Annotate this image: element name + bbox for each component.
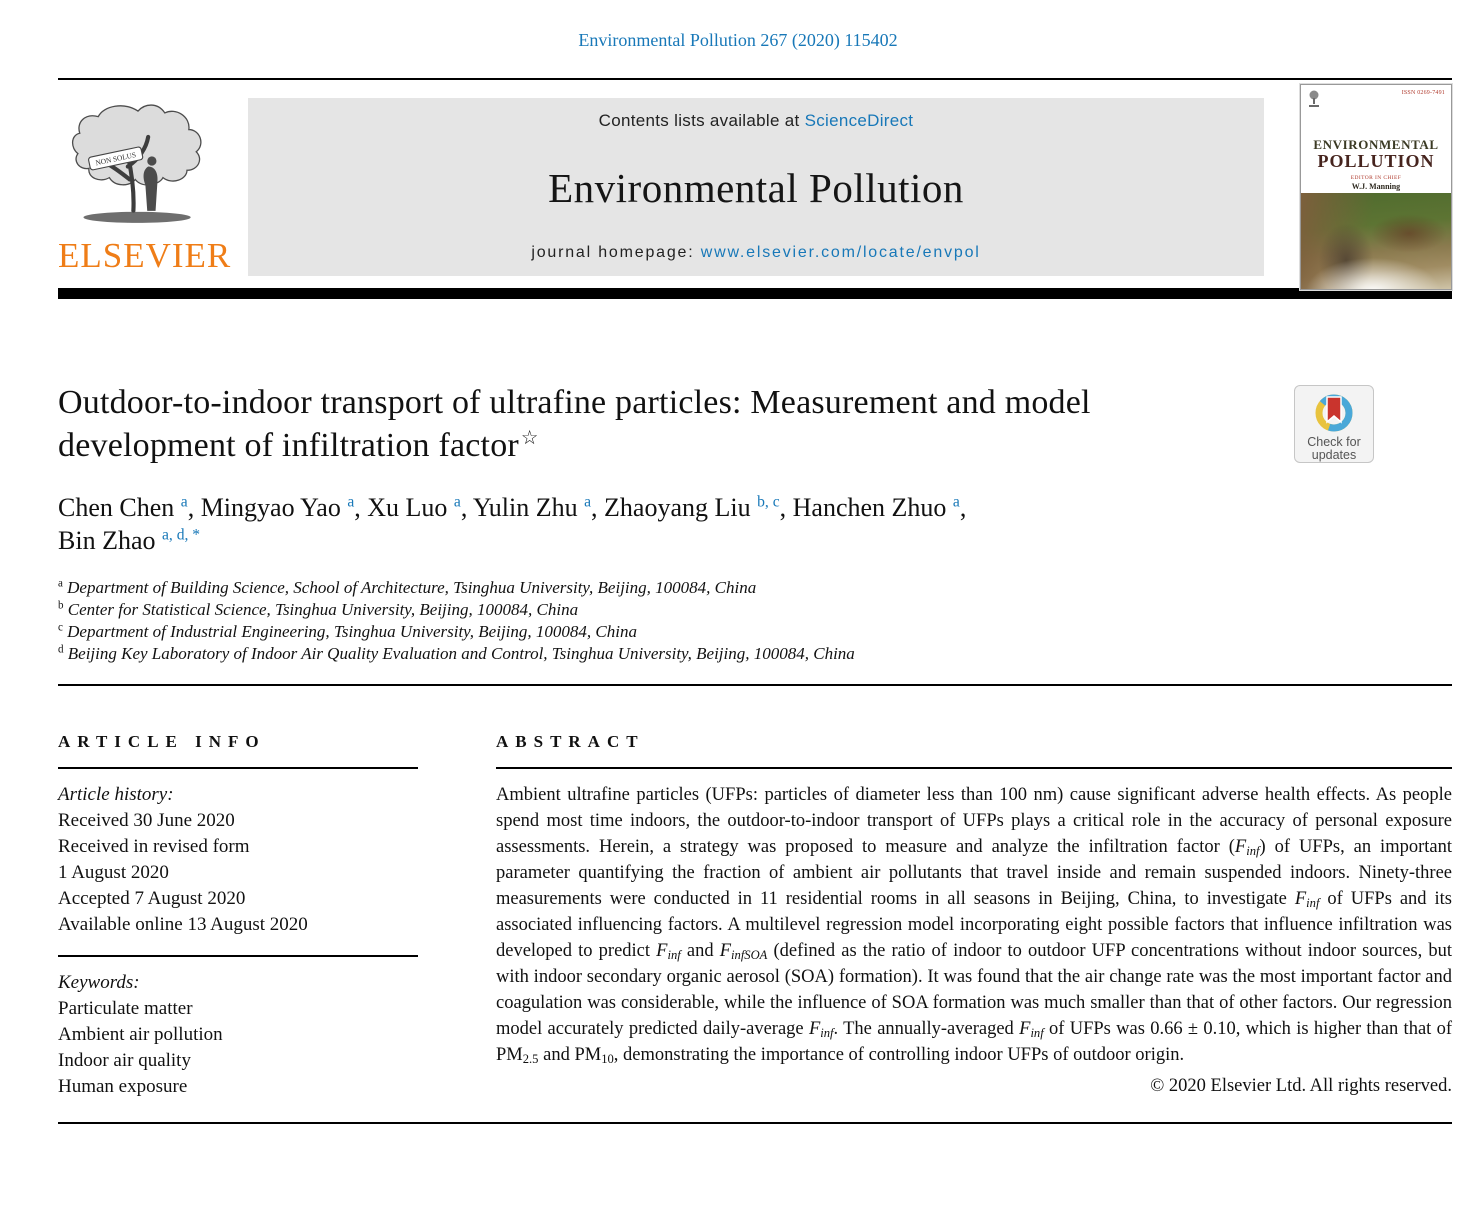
elsevier-tree-icon <box>58 100 218 234</box>
top-rule <box>58 78 1452 80</box>
text-line: 1 August 2020 <box>58 862 169 883</box>
affiliation: $^d$ Beijing Key Laboratory of Indoor Air Quality Evaluation and Control, Tsinghua University, Beijing, 100084, China <box>58 643 855 663</box>
article-info-heading: ARTICLE INFO <box>58 732 266 751</box>
cover-editor-label: EDITOR IN CHIEF <box>1350 175 1402 181</box>
elsevier-logo <box>58 98 248 276</box>
mid-rule <box>58 684 1452 686</box>
elsevier-mini-logo-icon <box>1307 90 1321 108</box>
text-line: Human exposure <box>58 1076 188 1097</box>
journal-citation-link[interactable]: Environmental Pollution 267 (2020) 115402 <box>578 30 898 50</box>
check-for-updates-badge[interactable] <box>1294 385 1374 463</box>
elsevier-motto: NON SOLUS <box>94 150 137 168</box>
cover-editor-name: W.J. Manning <box>1351 182 1401 191</box>
text-line: Received in revised form <box>58 836 250 857</box>
article-history-list <box>58 808 418 938</box>
abstract-rule <box>496 767 1452 769</box>
affiliation: $^a$ Department of Building Science, School of Architecture, Tsinghua University, Beijing, 100084, China <box>58 577 757 597</box>
author-name: Zhaoyang Liu $^{b, c}$, <box>604 493 793 522</box>
abstract-heading: ABSTRACT <box>496 732 645 751</box>
author-list <box>58 491 1318 557</box>
title-footnote-star[interactable]: ☆ <box>520 426 539 449</box>
author-name: Hanchen Zhuo $^a$, <box>792 493 967 522</box>
text-line: Received 30 June 2020 <box>58 810 235 831</box>
check-for-updates-label: Check for updates <box>1307 435 1361 462</box>
cover-issn: ISSN 0269-7491 <box>1401 90 1445 96</box>
homepage-label: journal homepage: <box>531 244 701 261</box>
abstract-column <box>496 732 1452 1100</box>
sciencedirect-link[interactable]: ScienceDirect <box>804 111 914 130</box>
keywords-list <box>58 996 418 1100</box>
article-head <box>58 381 1452 665</box>
copyright-line: © 2020 Elsevier Ltd. All rights reserved. <box>1150 1076 1452 1096</box>
article-info-column <box>58 732 418 1100</box>
author-name: Xu Luo $^a$, <box>367 493 473 522</box>
crossmark-icon <box>1311 390 1357 436</box>
text-line: Particulate matter <box>58 998 193 1019</box>
contents-line-prefix: Contents lists available at <box>598 111 805 130</box>
affiliation: $^c$ Department of Industrial Engineering, Tsinghua University, Beijing, 100084, China <box>58 621 637 641</box>
author-name: Chen Chen $^a$, <box>58 493 201 522</box>
abstract-text: Ambient ultrafine particles (UFPs: particles of diameter less than 100 nm) cause significant adverse health effects. As people spend most time indoors, the outdoor-to-indoor transport of UFPs plays a critical role in the accuracy of personal exposure assessments. Herein, a strategy was proposed to measure and analyze the infiltration factor $(F_{inf})$ of UFPs, an important parameter quantifying the fraction of ambient air pollutants that travel inside and remain suspended indoors. Ninety-three measurements were conducted in 11 residential rooms in all seasons in Beijing, China, to investigate $F_{inf}$ of UFPs and its associated influencing factors. A multilevel regression model incorporating eight possible factors that influence infiltration was developed to predict $F_{inf}$ and $F_{infSOA}$ (defined as the ratio of indoor to outdoor UFP concentrations without indoor sources, but with indoor secondary organic aerosol (SOA) formation). It was found that the air change rate was the most important factor and coagulation was considerable, while the influence of SOA formation was much smaller than that of other factors. Our regression model accurately predicted daily-average $F_{inf}$. The annually-averaged $F_{inf}$ of UFPs was 0.66 ± 0.10, which is higher than that of $PM_{2.5}$ and $PM_{10}$, demonstrating the importance of controlling indoor UFPs of outdoor origin. <box>496 785 1453 1067</box>
journal-homepage-link[interactable]: www.elsevier.com/locate/envpol <box>700 244 981 261</box>
article-info-rule <box>58 767 418 769</box>
text-line: Accepted 7 August 2020 <box>58 888 246 909</box>
journal-header-banner <box>58 90 1452 276</box>
author-name: Yulin Zhu $^a$, <box>472 493 605 522</box>
cover-journal-title-line1: ENVIRONMENTAL <box>1313 137 1439 152</box>
article-title <box>58 381 1223 467</box>
affiliation: $^b$ Center for Statistical Science, Tsinghua University, Beijing, 100084, China <box>58 599 579 619</box>
elsevier-wordmark: ELSEVIER <box>58 236 232 275</box>
keywords-rule <box>58 955 418 957</box>
header-divider-bar <box>58 288 1452 299</box>
journal-cover-thumbnail <box>1300 84 1452 290</box>
journal-title: Environmental Pollution <box>548 164 964 211</box>
info-abstract-columns <box>58 732 1452 1100</box>
article-title-text: Outdoor-to-indoor transport of ultrafine particles: Measurement and model development of infiltration factor <box>58 384 1091 464</box>
journal-banner-box <box>248 98 1264 276</box>
affiliation-list <box>58 577 1452 665</box>
journal-homepage-line <box>258 244 1254 262</box>
cover-earth-smoke-image <box>1301 193 1451 289</box>
article-history-label: Article history: <box>58 784 174 805</box>
bottom-rule <box>58 1122 1452 1124</box>
text-line: Indoor air quality <box>58 1050 191 1071</box>
cover-journal-title-line2: POLLUTION <box>1317 151 1435 171</box>
keywords-label: Keywords: <box>58 972 140 993</box>
contents-line <box>258 111 1254 131</box>
author-name: Bin Zhao $^{a, d, *}$ <box>58 526 201 555</box>
text-line: Available online 13 August 2020 <box>58 914 308 935</box>
text-line: Ambient air pollution <box>58 1024 223 1045</box>
author-name: Mingyao Yao $^a$, <box>200 493 368 522</box>
